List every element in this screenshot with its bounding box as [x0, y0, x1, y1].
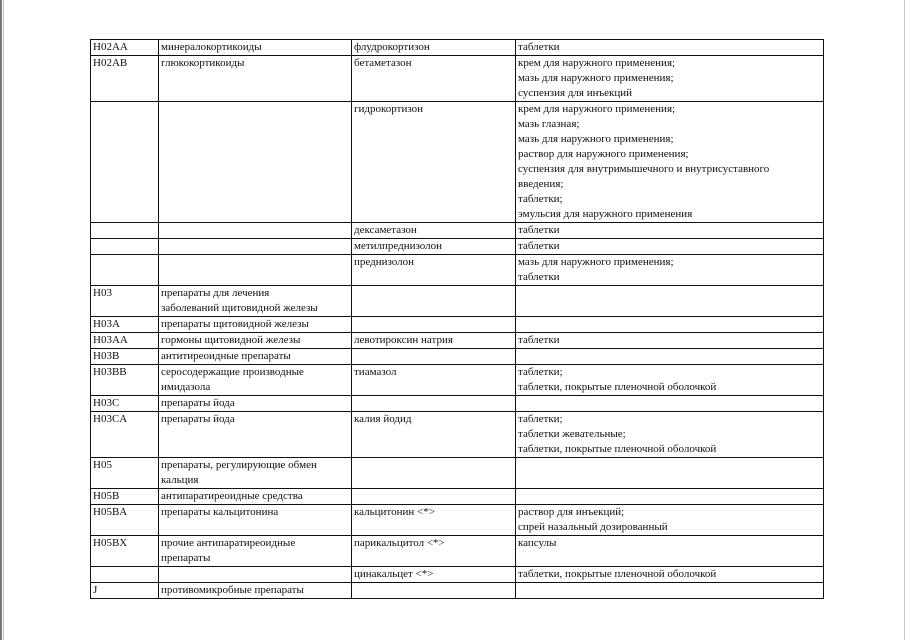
atc-code-cell [91, 412, 159, 458]
atc-code-cell-text: H02AB [93, 57, 128, 69]
drug-name-cell [352, 239, 516, 255]
dosage-forms-cell [516, 412, 824, 458]
atc-group-cell [159, 223, 352, 239]
dosage-forms-cell-line: таблетки; [518, 193, 563, 205]
atc-code-cell [91, 396, 159, 412]
atc-group-cell-line: противомикробные препараты [161, 584, 304, 596]
atc-group-cell [159, 255, 352, 286]
atc-code-cell [91, 349, 159, 365]
dosage-forms-cell-line: таблетки [518, 334, 560, 346]
drug-name-cell [352, 567, 516, 583]
drug-name-cell [352, 396, 516, 412]
atc-code-cell [91, 40, 159, 56]
atc-group-cell [159, 56, 352, 102]
table-row [91, 505, 824, 536]
dosage-forms-cell [516, 56, 824, 102]
atc-code-cell [91, 56, 159, 102]
atc-code-cell [91, 458, 159, 489]
dosage-forms-cell [516, 365, 824, 396]
table-row [91, 365, 824, 396]
dosage-forms-cell [516, 458, 824, 489]
atc-code-cell [91, 333, 159, 349]
atc-group-cell-line: минералокортикоиды [161, 41, 262, 53]
atc-code-cell [91, 365, 159, 396]
dosage-forms-cell [516, 239, 824, 255]
dosage-forms-cell-line: таблетки [518, 224, 560, 236]
dosage-forms-cell [516, 40, 824, 56]
atc-group-cell [159, 333, 352, 349]
dosage-forms-cell-line: мазь для наружного применения; [518, 133, 674, 145]
atc-group-cell-line: глюкокортикоиды [161, 57, 245, 69]
atc-group-cell-line: препараты йода [161, 397, 235, 409]
atc-group-cell [159, 365, 352, 396]
dosage-forms-cell-line: введения; [518, 178, 564, 190]
drug-name-cell-text: дексаметазон [354, 224, 417, 236]
dosage-forms-cell [516, 583, 824, 599]
drug-name-cell [352, 505, 516, 536]
table-row [91, 536, 824, 567]
atc-group-cell [159, 567, 352, 583]
dosage-forms-cell-line: спрей назальный дозированный [518, 521, 668, 533]
atc-code-cell-text: H05 [93, 459, 112, 471]
atc-group-cell-line: препараты щитовидной железы [161, 318, 309, 330]
atc-code-cell [91, 505, 159, 536]
atc-group-cell-line: серосодержащие производные [161, 366, 304, 378]
table-row [91, 239, 824, 255]
drug-name-cell-text: парикальцитол <*> [354, 537, 445, 549]
atc-group-cell [159, 396, 352, 412]
dosage-forms-cell-line: суспензия для инъекций [518, 87, 633, 99]
table-row [91, 102, 824, 223]
atc-code-cell-text: H03A [93, 318, 120, 330]
atc-group-cell [159, 583, 352, 599]
atc-group-cell [159, 102, 352, 223]
dosage-forms-cell [516, 536, 824, 567]
dosage-forms-cell [516, 489, 824, 505]
dosage-forms-cell [516, 223, 824, 239]
dosage-forms-cell-line: мазь для наружного применения; [518, 256, 674, 268]
table-row [91, 56, 824, 102]
drug-name-cell [352, 223, 516, 239]
dosage-forms-cell-line: крем для наружного применения; [518, 103, 676, 115]
drug-name-cell-text: кальцитонин <*> [354, 506, 435, 518]
atc-group-cell-line: гормоны щитовидной железы [161, 334, 301, 346]
atc-group-cell [159, 349, 352, 365]
scan-edge-left-inner [3, 0, 4, 640]
atc-code-cell [91, 239, 159, 255]
dosage-forms-cell-line: эмульсия для наружного применения [518, 208, 693, 220]
atc-code-cell-text: H03C [93, 397, 120, 409]
drug-name-cell [352, 286, 516, 317]
dosage-forms-cell [516, 349, 824, 365]
atc-group-cell [159, 505, 352, 536]
drug-name-cell-text: гидрокортизон [354, 103, 423, 115]
drug-name-cell-text: цинакальцет <*> [354, 568, 434, 580]
atc-code-cell [91, 255, 159, 286]
drug-name-cell-text: преднизолон [354, 256, 415, 268]
dosage-forms-cell-line: раствор для наружного применения; [518, 148, 689, 160]
dosage-forms-cell-line: капсулы [518, 537, 557, 549]
table-row [91, 396, 824, 412]
dosage-forms-cell-line: таблетки; [518, 366, 563, 378]
drug-name-cell [352, 349, 516, 365]
dosage-forms-cell-line: таблетки [518, 240, 560, 252]
dosage-forms-cell-line: таблетки, покрытые пленочной оболочкой [518, 381, 717, 393]
atc-code-cell [91, 102, 159, 223]
table-row [91, 489, 824, 505]
atc-group-cell [159, 489, 352, 505]
dosage-forms-cell [516, 102, 824, 223]
table-row [91, 349, 824, 365]
drug-name-cell [352, 583, 516, 599]
atc-group-cell [159, 317, 352, 333]
table-row [91, 458, 824, 489]
drug-name-cell [352, 333, 516, 349]
medication-table-body [91, 40, 824, 599]
atc-code-cell [91, 286, 159, 317]
atc-group-cell [159, 536, 352, 567]
atc-code-cell-text: H03CA [93, 413, 128, 425]
dosage-forms-cell-line: суспензия для внутримышечного и внутрисуставного [518, 163, 770, 175]
dosage-forms-cell-line: таблетки жевательные; [518, 428, 626, 440]
atc-code-cell-text: H05BA [93, 506, 128, 518]
atc-code-cell-text: H05BX [93, 537, 128, 549]
atc-group-cell-line: препараты йода [161, 413, 235, 425]
atc-group-cell-line: имидазола [161, 381, 211, 393]
dosage-forms-cell-line: таблетки, покрытые пленочной оболочкой [518, 568, 717, 580]
drug-name-cell [352, 56, 516, 102]
drug-name-cell [352, 102, 516, 223]
atc-code-cell [91, 489, 159, 505]
table-row [91, 567, 824, 583]
table-row [91, 40, 824, 56]
atc-group-cell [159, 286, 352, 317]
dosage-forms-cell-line: таблетки, покрытые пленочной оболочкой [518, 443, 717, 455]
atc-code-cell [91, 567, 159, 583]
drug-name-cell [352, 255, 516, 286]
drug-name-cell [352, 365, 516, 396]
atc-code-cell [91, 223, 159, 239]
dosage-forms-cell-line: раствор для инъекций; [518, 506, 625, 518]
atc-group-cell-line: препараты, регулирующие обмен [161, 459, 317, 471]
atc-group-cell-line: препараты [161, 552, 211, 564]
atc-code-cell-text: H02AA [93, 41, 128, 53]
dosage-forms-cell [516, 333, 824, 349]
table-row [91, 412, 824, 458]
dosage-forms-cell-line: мазь глазная; [518, 118, 580, 130]
atc-group-cell-line: препараты для лечения [161, 287, 270, 299]
atc-group-cell-line: заболеваний щитовидной железы [161, 302, 318, 314]
medication-table [90, 39, 824, 599]
atc-code-cell-text: H03 [93, 287, 112, 299]
atc-group-cell [159, 239, 352, 255]
dosage-forms-cell [516, 396, 824, 412]
atc-code-cell [91, 583, 159, 599]
dosage-forms-cell [516, 255, 824, 286]
dosage-forms-cell-line: таблетки; [518, 413, 563, 425]
atc-group-cell [159, 458, 352, 489]
drug-name-cell-text: левотироксин натрия [354, 334, 453, 346]
table-row [91, 255, 824, 286]
drug-name-cell [352, 536, 516, 567]
atc-group-cell-line: антипаратиреоидные средства [161, 490, 303, 502]
table-row [91, 317, 824, 333]
atc-group-cell-line: препараты кальцитонина [161, 506, 279, 518]
drug-name-cell [352, 40, 516, 56]
drug-name-cell-text: флудрокортизон [354, 41, 430, 53]
drug-name-cell [352, 412, 516, 458]
atc-group-cell-line: кальция [161, 474, 199, 486]
atc-group-cell-line: прочие антипаратиреоидные [161, 537, 296, 549]
atc-code-cell-text: J [93, 584, 98, 596]
dosage-forms-cell-line: таблетки [518, 41, 560, 53]
atc-code-cell [91, 317, 159, 333]
drug-name-cell [352, 489, 516, 505]
dosage-forms-cell-line: крем для наружного применения; [518, 57, 676, 69]
table-row [91, 286, 824, 317]
drug-name-cell-text: бетаметазон [354, 57, 412, 69]
table-row [91, 333, 824, 349]
drug-name-cell [352, 317, 516, 333]
dosage-forms-cell-line: мазь для наружного применения; [518, 72, 674, 84]
table-row [91, 583, 824, 599]
dosage-forms-cell [516, 567, 824, 583]
drug-name-cell [352, 458, 516, 489]
atc-code-cell-text: H03B [93, 350, 120, 362]
dosage-forms-cell [516, 317, 824, 333]
drug-name-cell-text: калия йодид [354, 413, 412, 425]
atc-code-cell [91, 536, 159, 567]
dosage-forms-cell-line: таблетки [518, 271, 560, 283]
atc-code-cell-text: H05B [93, 490, 120, 502]
drug-name-cell-text: метилпреднизолон [354, 240, 443, 252]
dosage-forms-cell [516, 286, 824, 317]
atc-group-cell [159, 412, 352, 458]
atc-code-cell-text: H03BB [93, 366, 127, 378]
atc-code-cell-text: H03AA [93, 334, 128, 346]
scan-edge-left [0, 0, 2, 640]
table-row [91, 223, 824, 239]
drug-name-cell-text: тиамазол [354, 366, 397, 378]
atc-group-cell [159, 40, 352, 56]
atc-group-cell-line: антитиреоидные препараты [161, 350, 291, 362]
dosage-forms-cell [516, 505, 824, 536]
